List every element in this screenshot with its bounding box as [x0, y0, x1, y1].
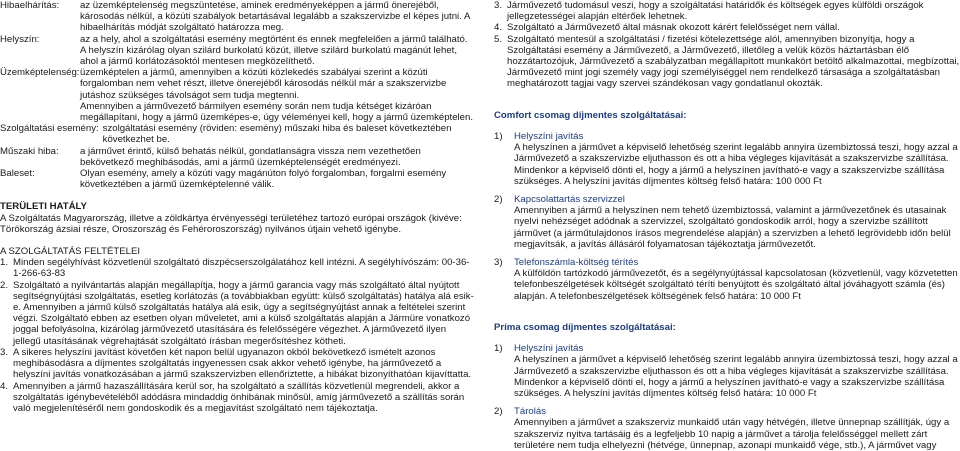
- item-number: 5.: [494, 33, 503, 45]
- item-text: Szolgáltató mentesül a szolgáltatási / fizetési kötelezettsége alól, amennyiben bizonyítja, hogy a Szolgáltatási esemény a Járművezető, a Járművezető, illetőleg a velük közös háztartásban élő hozzátartozójuk, Járművezető a szabályzatban megállapított munkakört betöltő alkalmazottai, megbízottai, Járművezető mint jogi személy vagy jogi személyiséggel nem rendelkező társasága a szolgáltatásban meghatározott tagjai vagy szervei szándékosan vagy gondatlanul okozták.: [507, 33, 960, 90]
- comfort-item-text: Amennyiben a jármű a helyszínen nem tehető üzembiztossá, valamint a járművezetőnek és utasainak nyelvi nehézséget adódnak a szervizzel, szolgáltató gondoskodik arról, hogy a szervizbe szállított járművet (a járműtulajdonos írásos megrendelése alapján) a szervizben a lehető legrövidebb időn belül megjavítsák, a javítás állásáról folyamatosan tájékoztatja járművezetőt.: [514, 205, 951, 250]
- right-top-item: [494, 34, 960, 90]
- item-text: Járművezető tudomásul veszi, hogy a szolgáltatási határidők és költségek egyes külföldi országok jellegzetességei alapján eltérőek lehetnek.: [507, 0, 924, 23]
- right-top-item: [494, 0, 960, 22]
- item-number: 2): [494, 406, 503, 418]
- comfort-item-title: [494, 194, 960, 205]
- item-number: 4.: [0, 380, 9, 392]
- item-number: 3.: [494, 0, 503, 11]
- definition-term: Üzemképtelenség:: [0, 67, 80, 79]
- conditions-item: [0, 381, 475, 415]
- item-title: Helyszíni javítás: [514, 343, 584, 355]
- left-column: [0, 0, 475, 414]
- territory-text: A Szolgáltatás Magyarország, illetve a zöldkártya érvényességi területéhez tartozó európai országok (kivéve: Törökország ázsiai része, Oroszország és Fehéroroszország) nyilvános útjain vehető igénybe.: [0, 212, 462, 235]
- definition-muszaki-hiba: [0, 146, 475, 168]
- prima-item-title: [494, 406, 960, 417]
- definition-term: Hibaelhárítás:: [0, 0, 60, 11]
- comfort-item-text: A helyszínen a járművet a képviselő lehetőség szerint legalább annyira üzembiztossá teszi, hogy azzal a Járművezető a szakszervizbe eljuthasson és ott a hiba végleges kijavítását a szakszervizbe szállítása. Mindenkor a képviselő dönti el, hogy a jármű a helyszínen javítható-e vagy a szakszervizbe szállítása szükséges. A helyszíni javítás díjmentes költség felső határa: 100 000 Ft: [514, 142, 958, 187]
- definition-body: az a hely, ahol a szolgáltatási esemény megtörtént és ennek megfelelően a jármű található.: [80, 33, 468, 45]
- definition-helyszin: [0, 34, 475, 68]
- definition-term: Műszaki hiba:: [0, 145, 59, 157]
- conditions-heading: A SZOLGÁLTATÁS FELTÉTELEI: [0, 246, 141, 258]
- definition-body: szolgáltatási esemény (röviden: esemény) műszaki hiba és baleset következtében következhet be.: [102, 123, 452, 146]
- conditions-item: [0, 257, 475, 279]
- item-number: 1): [494, 343, 503, 355]
- definition-term: Baleset:: [0, 168, 35, 180]
- comfort-heading: Comfort csomag díjmentes szolgáltatásai:: [494, 110, 687, 122]
- item-title: Telefonszámla-költség térítés: [514, 257, 639, 269]
- item-number: 3.: [0, 346, 9, 358]
- definition-baleset: [0, 168, 475, 190]
- prima-item-text: Amennyiben a járművet a szakszerviz munkaidő után vagy hétvégén, illetve ünnepnap szállítják, úgy a szakszerviz nyitva tartásáig és a legfeljebb 10 napig a járművet a tárolja felelősséggel mellett zárt területére nem tudja elhelyezni (hétvége, ünnepnap, azonapi munkaidő vége, stb.), A járművet vagy: [514, 417, 950, 451]
- territory-heading: TERÜLETI HATÁLY: [0, 201, 87, 213]
- item-text: A sikeres helyszíni javítást követően két napon belül ugyanazon okból bekövetkező ismételt azonos meghibásodásra a díjmentes szolgáltatás ingyenessen csak akkor vehető igénybe, ha járművezető a helyszíni javítás vonatkozásában a jármű szakszervizben ellenőriztette, a hibákat bizonyíthatóan kijavíttatta.: [13, 346, 472, 381]
- comfort-item-title: [494, 131, 960, 142]
- definition-term: Szolgáltatási esemény:: [0, 123, 99, 135]
- item-text: Minden segélyhívást közvetlenül szolgáltató diszpécserszolgálatához kell intézni. A segélyhívószám: 00-36-1-266-63-83: [13, 257, 470, 280]
- definition-body: üzemképtelen a jármű, amennyiben a közúti közlekedés szabályai szerint a közúti forgalomban nem vehet részt, illetve önerejéből károsodás nélkül már a szakszervizbe jutáshoz szükséges távolságot sem tudja megtenni.: [80, 67, 447, 101]
- item-number: 1): [494, 131, 503, 143]
- definition-szolgaltatasi-esemeny: [0, 123, 475, 145]
- right-top-item: [494, 22, 960, 33]
- comfort-item-text: A külföldön tartózkodó járművezetőt, és a segélynyújtással kapcsolatosan (közvetlenül, vagy közvetetten telefonbeszélgetések költségét szolgáltató téríti benyújtott és szolgáltató által jóváhagyott számla (és) alapján. A telefonbeszélgetések költségének felső határa: 10 000 Ft: [514, 268, 958, 302]
- item-number: 1.: [0, 257, 9, 269]
- item-text: Szolgáltató a nyilvántartás alapján megállapítja, hogy a jármű garancia vagy más szolgáltató által nyújtott segítségnyújtási szolgáltatás, esetleg korlátozás (a továbbiakban együtt: külső szolgáltatás) hatálya alá esik-e. Amennyiben a jármű külső szolgáltatás hatálya alá esik, úgy a segítségnyújtást annak a feltételei szerint végzi. Szolgáltató ebben az esetben olyan műveletet, ami a külső szolgáltatás alapján a Jármüre vonatkozó joggal befolyásolna, kizárólag járművezető utasítására és felelősségére végezhet. A járművezető ilyen jellegű utasításának végrehajtását szolgáltató írásban megerősítéshez kötheti.: [13, 279, 474, 347]
- prima-item-title: [494, 343, 960, 354]
- item-text: Amennyiben a jármű hazaszállítására kerül sor, ha szolgáltató a szállítás közvetlenül megrendeli, akkor a szolgáltatás igénybevételéből adódásra mindaddig önhibának minősül, amíg járművezető a szállítás során való megjelenítéséről nem gondoskodik és a megjavítást szolgáltató nem tájékoztatja.: [13, 380, 465, 414]
- conditions-item: [0, 347, 475, 381]
- definition-term: Helyszín:: [0, 33, 40, 45]
- item-number: 3): [494, 257, 503, 269]
- item-title: Helyszíni javítás: [514, 131, 584, 143]
- prima-heading: Príma csomag díjmentes szolgáltatásai:: [494, 322, 676, 334]
- item-number: 2.: [0, 279, 9, 291]
- definition-body: Olyan esemény, amely a közúti vagy magánúton folyó forgalomban, forgalmi esemény következtében a jármű üzemképtelenné válik.: [80, 168, 447, 191]
- conditions-item: [0, 280, 475, 347]
- item-number: 2): [494, 194, 503, 206]
- definition-uzemkeptelenseg: [0, 67, 475, 123]
- item-title: Kapcsolattartás szervizzel: [514, 194, 625, 206]
- right-column: [494, 0, 960, 451]
- definition-extra: A helyszín kizárólag olyan szilárd burkolatú közút, illetve szilárd burkolatú magánút lehet, ahol a jármű korlátozásoktól mentesen megközelíthető.: [80, 44, 458, 68]
- item-text: Szolgáltató a Járművezető által másnak okozott kárért felelősséget nem vállal.: [507, 22, 840, 34]
- item-title: Tárolás: [514, 406, 546, 418]
- prima-item-text: A helyszínen a járművet a képviselő lehetőség szerint legalább annyira üzembiztossá teszi, hogy azzal a Járművezető a szakszervizbe eljuthasson és ott a hiba végleges kijavítását a szakszervizbe szállítása. Mindenkor a képviselő dönti el, hogy a jármű a helyszínen javítható-e vagy a szakszervizbe szállítása szükséges. A helyszíni javítás díjmentes költség felső határa: 10 000 Ft: [514, 354, 958, 400]
- definition-extra: Amennyiben a járművezető bármilyen esemény során nem tudja kétséget kizáróan megállapítani, hogy a jármű üzemképes-e, úgy véleményei kell, hogy a jármű üzemképtelen.: [80, 100, 474, 124]
- definition-hibaelharitas: [0, 0, 475, 34]
- comfort-item-title: [494, 257, 960, 268]
- definition-body: a járművet érintő, külső behatás nélkül, gondatlanságra vissza nem vezethetően bekövetkező meghibásodás, ami a jármű üzemképtelenségét eredményezi.: [80, 145, 421, 168]
- definition-body: az üzemképtelenség megszüntetése, aminek eredményeképpen a jármű önerejéből, károsodás nélkül, a közúti szabályok betartásával legalább a szakszervizbe el képes jutni. A hibaelhárítás módját szolgáltató határozza meg.: [80, 0, 470, 34]
- item-number: 4.: [494, 22, 503, 34]
